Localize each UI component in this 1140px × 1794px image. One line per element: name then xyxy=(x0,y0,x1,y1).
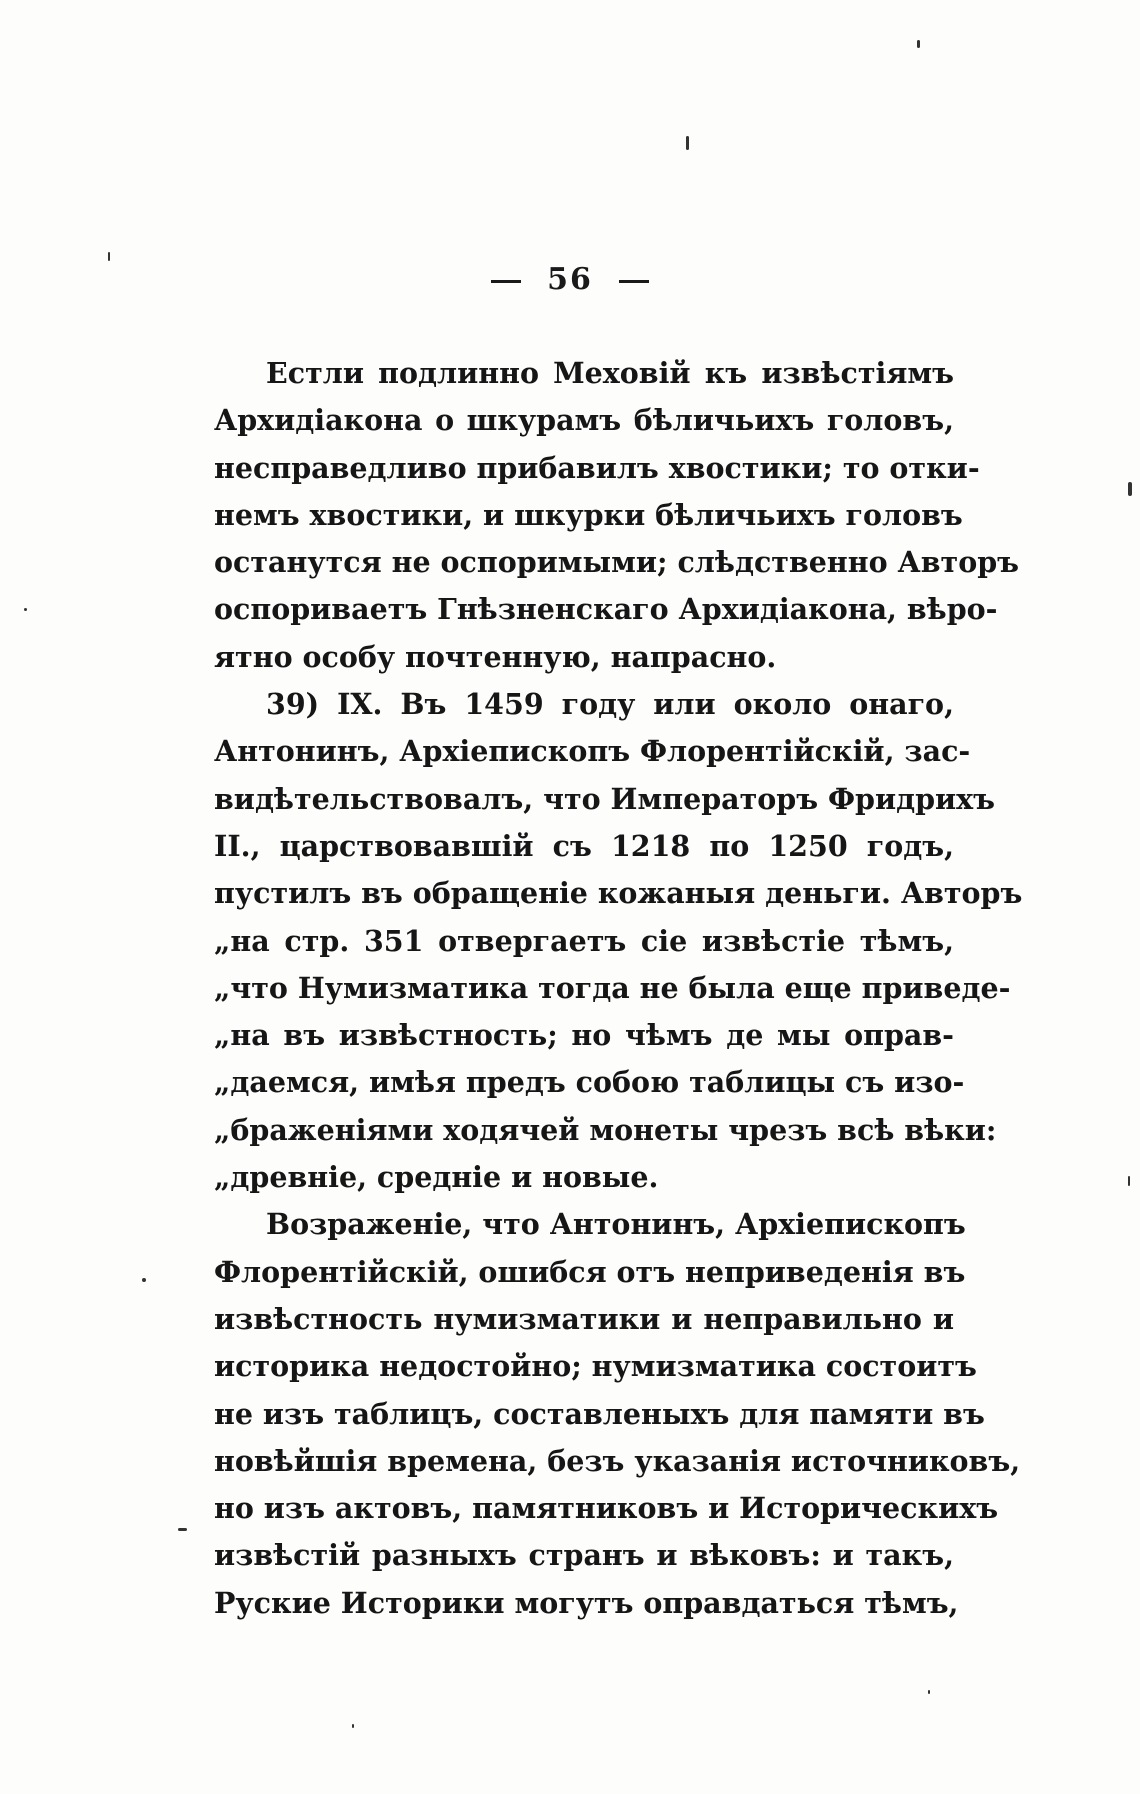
text-line: „на стр. 351 отвергаетъ сіе извѣстіе тѣмъ, xyxy=(214,923,954,958)
text-line: Руские Историки могутъ оправдаться тѣмъ, xyxy=(214,1585,959,1620)
text-line: историка недостойно; нумизматика состоитъ xyxy=(214,1349,977,1384)
text-line: оспориваетъ Гнѣзненскаго Архидіакона, вѣро- xyxy=(214,592,998,627)
scan-speck xyxy=(1128,1176,1130,1186)
text-line: „браженіями ходячей монеты чрезъ всѣ вѣки: xyxy=(214,1112,997,1147)
text-line: но изъ актовъ, памятниковъ и Историческихъ xyxy=(214,1491,999,1526)
header-dash-right xyxy=(619,280,649,283)
text-line: II., царствовавшій съ 1218 по 1250 годъ, xyxy=(214,828,954,863)
text-line: немъ хвостики, и шкурки бѣличьихъ головъ xyxy=(214,497,963,532)
text-line: Флорентійскій, ошибся отъ неприведенія въ xyxy=(214,1254,966,1289)
text-line: несправедливо прибавилъ хвостики; то отки- xyxy=(214,450,980,485)
page-number: 56 xyxy=(547,262,593,297)
text-line: „даемся, имѣя предъ собою таблицы съ изо- xyxy=(214,1065,965,1100)
scan-speck xyxy=(24,608,27,611)
body-text xyxy=(214,350,1023,1627)
text-line: Архидіакона о шкурамъ бѣличьихъ головъ, xyxy=(214,403,954,438)
text-line: ятно особу почтенную, напрасно. xyxy=(214,639,777,674)
text-line: „что Нумизматика тогда не была еще приведе- xyxy=(214,970,1011,1005)
scan-speck xyxy=(352,1724,354,1728)
text-line: Антонинъ, Архіепископъ Флорентійскій, зас- xyxy=(214,734,971,769)
scan-speck xyxy=(178,1528,187,1531)
text-line: Естли подлинно Меховій къ извѣстіямъ xyxy=(266,356,954,390)
scan-speck xyxy=(142,1278,146,1282)
scan-speck xyxy=(917,40,920,48)
page-header xyxy=(0,262,1140,297)
text-line: извѣстность нумизматики и неправильно и xyxy=(214,1301,954,1336)
text-line: пустилъ въ обращеніе кожаныя деньги. Авторъ xyxy=(214,876,1023,911)
text-line: „на въ извѣстность; но чѣмъ де мы оправ- xyxy=(214,1018,954,1053)
text-line: останутся не оспоримыми; слѣдственно Авторъ xyxy=(214,545,1020,580)
scan-speck xyxy=(108,252,110,261)
text-line: „древніе, средніе и новые. xyxy=(214,1160,659,1195)
scan-speck xyxy=(1128,482,1132,496)
text-line: 39) IX. Въ 1459 году или около онаго, xyxy=(266,687,954,722)
text-line: Возраженіе, что Антонинъ, Архіепископъ xyxy=(266,1207,966,1242)
scan-speck xyxy=(928,1690,930,1694)
text-line: извѣстій разныхъ странъ и вѣковъ: и такъ, xyxy=(214,1538,954,1573)
text-line: видѣтельствовалъ, что Императоръ Фридрихъ xyxy=(214,781,996,816)
text-line: не изъ таблицъ, составленыхъ для памяти въ xyxy=(214,1396,985,1431)
text-line: новѣйшія времена, безъ указанія источниковъ, xyxy=(214,1443,1021,1478)
header-dash-left xyxy=(491,280,521,283)
scan-speck xyxy=(686,136,689,150)
